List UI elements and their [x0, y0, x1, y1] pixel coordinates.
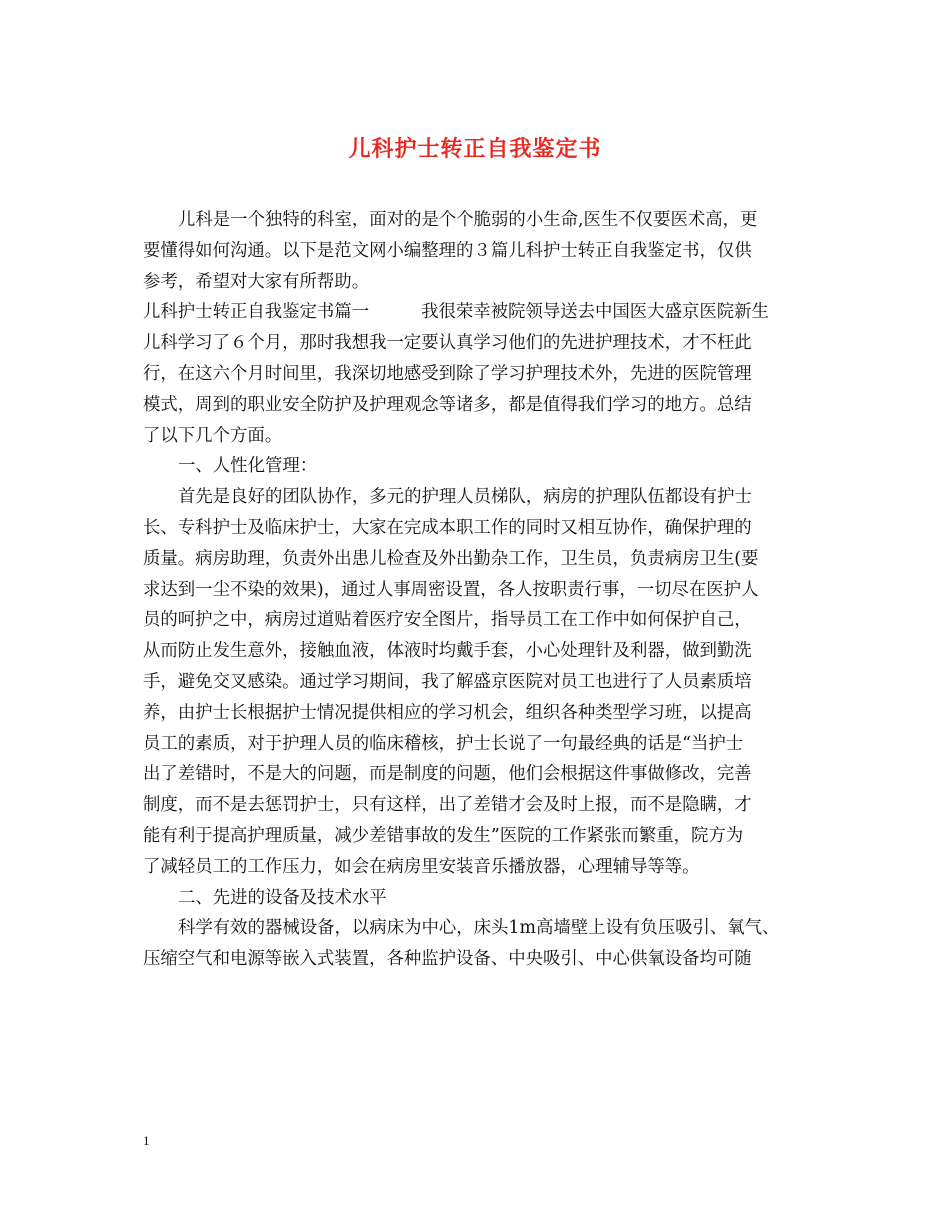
paragraph-line: 了以下几个方面。 [143, 425, 283, 446]
paragraph-line: 养，由护士长根据护士情况提供相应的学习机会，组织各种类型学习班，以提高 [143, 702, 752, 723]
paragraph-line: 求达到一尘不染的效果)，通过人事周密设置，各人按职责行事，一切尽在医护人 [143, 579, 759, 600]
paragraph-line: 长、专科护士及临床护士，大家在完成本职工作的同时又相互协作，确保护理的 [143, 517, 752, 538]
paragraph-line: 要懂得如何沟通。以下是范文网小编整理的３篇儿科护士转正自我鉴定书，仅供 [143, 240, 752, 261]
page-number: 1 [143, 1133, 150, 1148]
paragraph-line: 出了差错时，不是大的问题，而是制度的问题，他们会根据这件事做修改，完善 [143, 764, 752, 785]
paragraph-line: 模式，周到的职业安全防护及护理观念等诸多，都是值得我们学习的地方。总结 [143, 394, 752, 415]
paragraph-line: 压缩空气和电源等嵌入式装置，各种监护设备、中央吸引、中心供氧设备均可随 [143, 949, 752, 970]
section-heading: 儿科护士转正自我鉴定书篇一 [143, 302, 370, 323]
paragraph-line: 行，在这六个月时间里，我深切地感受到除了学习护理技术外，先进的医院管理 [143, 363, 752, 384]
document-title: 儿科护士转正自我鉴定书 [348, 136, 602, 162]
paragraph-line: 科学有效的器械设备，以病床为中心，床头1m高墙壁上设有负压吸引、氧气、 [178, 918, 780, 939]
paragraph-line: 制度，而不是去惩罚护士，只有这样，出了差错才会及时上报，而不是隐瞒，才 [143, 795, 752, 816]
paragraph-line: 员工的素质，对于护理人员的临床稽核，护士长说了一句最经典的话是“当护士 [143, 733, 744, 754]
subheading: 二、先进的设备及技术水平 [178, 887, 387, 908]
paragraph-line: 了减轻员工的工作压力，如会在病房里安装音乐播放器，心理辅导等等。 [143, 856, 700, 877]
section-heading-line [143, 297, 815, 328]
subheading: 一、人性化管理： [178, 456, 318, 477]
paragraph-line: 儿科是一个独特的科室，面对的是个个脆弱的小生命,医生不仅要医术高，更 [178, 210, 758, 230]
paragraph-line: 参考，希望对大家有所帮助。 [143, 271, 370, 292]
paragraph-line: 首先是良好的团队协作，多元的护理人员梯队，病房的护理队伍都设有护士 [178, 487, 752, 508]
paragraph-text: 我很荣幸被院领导送去中国医大盛京医院新生 [421, 302, 769, 323]
paragraph-line: 能有利于提高护理质量，减少差错事故的发生”医院的工作紧张而繁重，院方为 [143, 825, 744, 846]
paragraph-line: 质量。病房助理，负责外出患儿检查及外出勤杂工作，卫生员，负责病房卫生(要 [143, 548, 759, 569]
paragraph-line: 从而防止发生意外，接触血液，体液时均戴手套，小心处理针及利器，做到勤洗 [143, 641, 752, 662]
paragraph-line: 员的呵护之中，病房过道贴着医疗安全图片，指导员工在工作中如何保护自己， [143, 610, 752, 631]
paragraph-line: 儿科学习了６个月，那时我想我一定要认真学习他们的先进护理技术，才不枉此 [143, 333, 752, 354]
document-body [143, 205, 815, 975]
paragraph-line: 手，避免交叉感染。通过学习期间，我了解盛京医院对员工也进行了人员素质培 [143, 671, 752, 692]
